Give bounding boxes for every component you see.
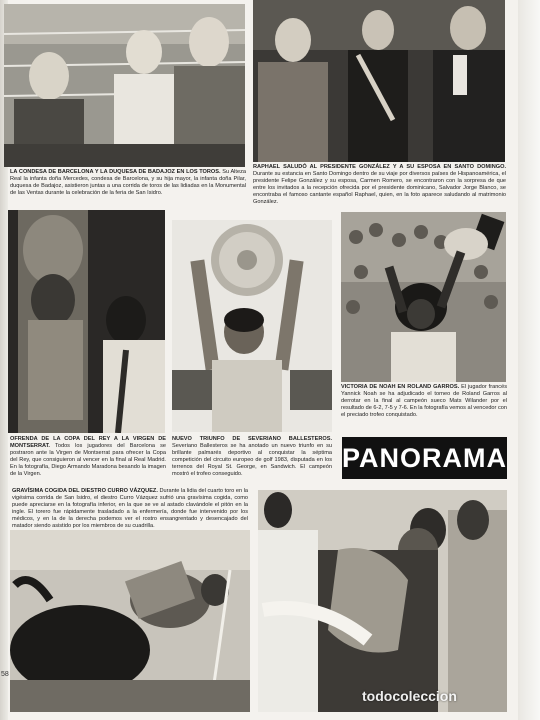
caption-condesa-barcelona <box>10 169 246 197</box>
page-number: 58 <box>1 671 9 678</box>
caption-noah <box>341 384 507 419</box>
caption-title: LA CONDESA DE BARCELONA Y LA DUQUESA DE BADAJOZ EN LOS TOROS. <box>10 169 221 175</box>
caption-body: Durante la lidia del cuarto toro en la vigésima corrida de San Isidro, el diestro Curro Vázquez sufrió una gravísima cogida, como puede apreciarse en la fotografía inferior, en la que se ve al astado clavándole el pitón en la ingle. El torero fue rápidamente trasladado a la enfermería, donde fue intervenido por los médicos, y en la de la derecha podemos ver el rostro ensangrentado y desencajado del matador siendo asistido por los miembros de su cuadrilla. <box>12 488 249 530</box>
caption-body: Durante su estancia en Santo Domingo dentro de su viaje por diversos países de Hispanoamérica, el presidente Felipe González y su esposa, Carmen Romero, se encontraron con la sorpresa de que entre los invitados a la recepción ofrecida por el presidente dominicano, Salvador Jorge Blanco, se encontraba el famoso cantante español Raphael, quien, en la foto aparece saludando al matrimonio González. <box>253 171 506 206</box>
caption-body: Severiano Ballesteros se ha anotado un nuevo triunfo en su brillante palmarés deportivo al conquistar la séptima competición del circuito europeo de golf 1983, disputada en los terrenos del Royal St. George, en Sandwich. El campeón mostró el trofeo conseguido. <box>172 443 332 478</box>
watermark-logo: todocoleccion <box>362 688 457 704</box>
photo-cogida-bull <box>10 530 250 712</box>
caption-curro-vazquez <box>12 488 248 531</box>
caption-virgen-montserrat <box>10 436 166 479</box>
caption-title: GRAVÍSIMA COGIDA DEL DIESTRO CURRO VÁZQUEZ. <box>12 488 158 494</box>
caption-raphael-gonzalez <box>253 164 506 207</box>
caption-body: El jugador francés Yannick Noah se ha adjudicado el torneo de Roland Garros al derrotar en la final al campeón sueco Mats Wilander por el resultado de 6-2, 7-5 y 7-6. En la fotografía vemos al vencedor con el preciado trofeo conquistado. <box>341 384 508 419</box>
photo-ballesteros-trophy <box>172 220 332 432</box>
photo-matador-assisted <box>258 490 507 712</box>
caption-ballesteros <box>172 436 332 479</box>
caption-title: VICTORIA DE NOAH EN ROLAND GARROS. <box>341 384 460 390</box>
caption-body: Todos los jugadores del Barcelona se postraron ante la Virgen de Montserrat para ofrecer la Copa del Rey, que consiguieron al vencer en la final al Real Madrid. En la fotografía, Diego Armando Maradona besando la imagen de la Virgen. <box>10 443 167 478</box>
photo-noah-roland-garros <box>341 212 506 382</box>
photo-raphael-reception <box>253 0 505 162</box>
photo-bullring-spectators <box>4 4 245 167</box>
caption-body: Su Alteza Real la infanta doña Mercedes, condesa de Barcelona, y su hija mayor, la infanta doña Pilar, duquesa de Badajoz, asistieron juntas a una corrida de toros de las lidiadas en la Monumental de las Ventas durante la celebración de la feria de San Isidro. <box>10 169 246 197</box>
photo-virgen-montserrat <box>8 210 165 433</box>
caption-title: RAPHAEL SALUDÓ AL PRESIDENTE GONZÁLEZ Y A SU ESPOSA EN SANTO DOMINGO. <box>253 164 506 170</box>
caption-title: OFRENDA DE LA COPA DEL REY A LA VIRGEN DE MONTSERRAT. <box>10 436 166 450</box>
section-banner: PANORAMA <box>342 437 507 479</box>
caption-title: NUEVO TRIUNFO DE SEVERIANO BALLESTEROS. <box>172 436 332 442</box>
page-edge <box>518 0 540 720</box>
